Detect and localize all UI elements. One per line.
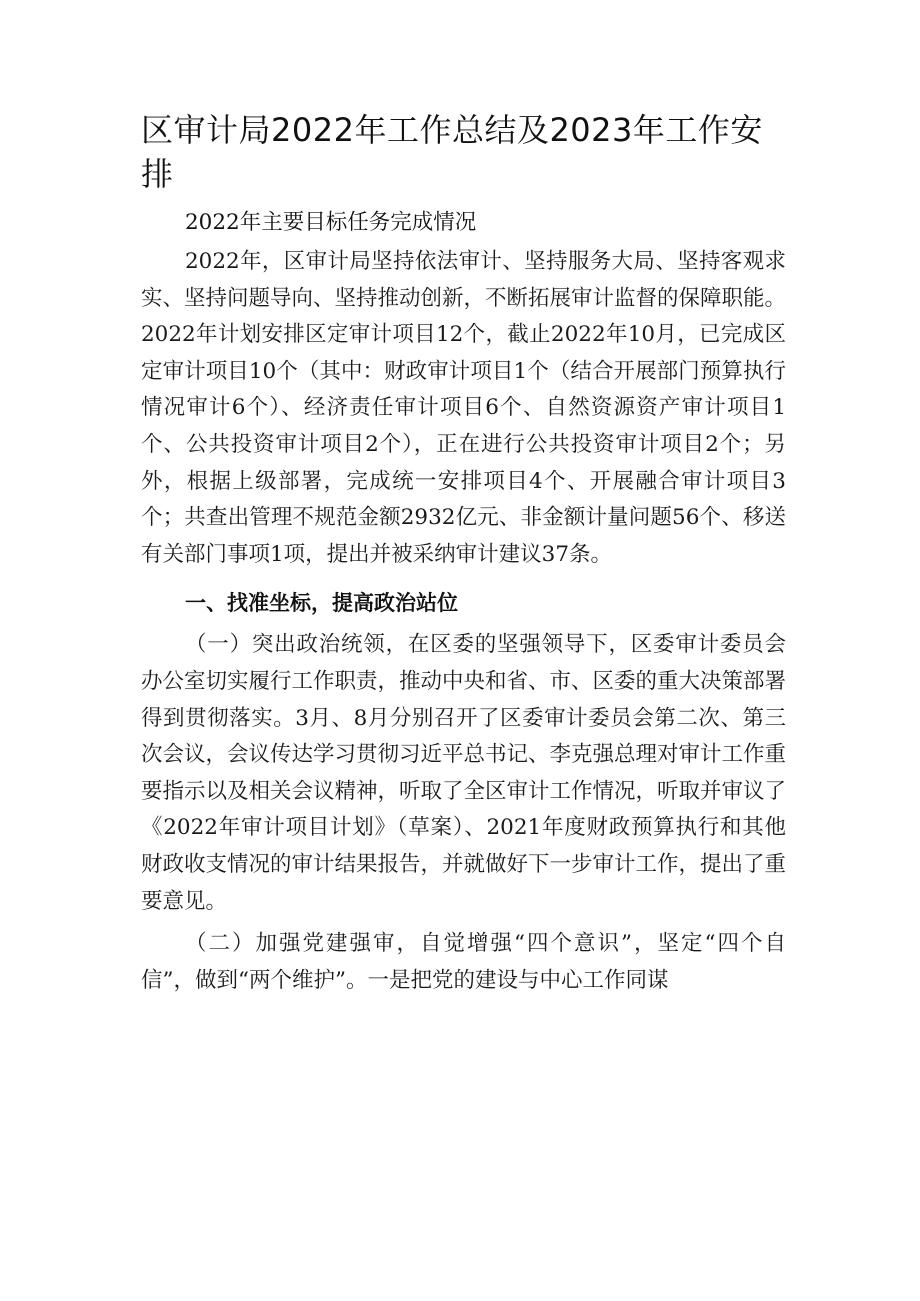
section-1-paragraph-1: （一）突出政治统领，在区委的坚强领导下，区委审计委员会办公室切实履行工作职责，推动中央和省、市、区委的重大决策部署得到贯彻落实。3月、8月分别召开了区委审计委员会第二次、第三次会议，会议传达学习贯彻习近平总书记、李克强总理对审计工作重要指示以及相关会议精神，听取了全区审计工作情况，听取并审议了《2022年审计项目计划》（草案）、2021年度财政预算执行和其他财政收支情况的审计结果报告，并就做好下一步审计工作，提出了重要意见。 bbox=[141, 632, 787, 914]
intro-paragraph: 2022年，区审计局坚持依法审计、坚持服务大局、坚持客观求实、坚持问题导向、坚持推动创新，不断拓展审计监督的保障职能。2022年计划安排区定审计项目12个，截止2022年10月，已完成区定审计项目10个（其中：财政审计项目1个（结合开展部门预算执行情况审计6个）、经济责任审计项目6个、自然资源资产审计项目1个、公共投资审计项目2个），正在进行公共投资审计项目2个；另外，根据上级部署，完成统一安排项目4个、开展融合审计项目3个；共查出管理不规范金额2932亿元、非金额计量问题56个、移送有关部门事项1项，提出并被采纳审计建议37条。 bbox=[141, 249, 787, 567]
section-subtitle: 2022年主要目标任务完成情况 bbox=[185, 210, 477, 235]
document-title: 区审计局2022年工作总结及2023年工作安排 bbox=[141, 111, 763, 193]
section-1-paragraph-2: （二）加强党建强审，自觉增强“四个意识”，坚定“四个自信”，做到“两个维护”。一是把党的建设与中心工作同谋 bbox=[141, 931, 786, 993]
document-page bbox=[141, 108, 786, 999]
section-heading-1: 一、找准坐标，提高政治站位 bbox=[185, 591, 458, 616]
